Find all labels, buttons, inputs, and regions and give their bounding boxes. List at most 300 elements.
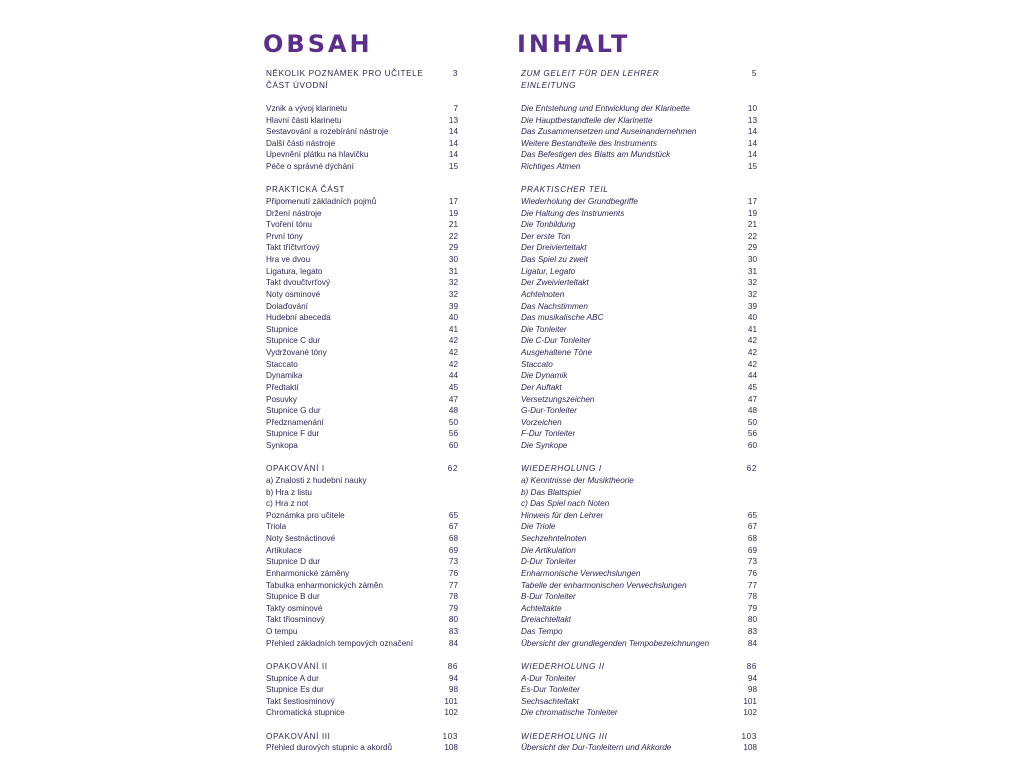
toc-entry xyxy=(521,335,757,347)
toc-entry-label: Noty šestnáctinové xyxy=(266,534,336,543)
toc-page-number: 22 xyxy=(448,231,458,241)
toc-entry-label: Takt šestiosminový xyxy=(266,696,335,706)
toc-section-heading xyxy=(521,80,757,92)
toc-section-heading xyxy=(266,80,458,92)
toc-entry xyxy=(521,638,757,650)
toc-entry xyxy=(521,242,757,254)
toc-entry xyxy=(266,126,458,138)
toc-page-number: 86 xyxy=(447,661,458,671)
toc-entry-label: c) Hra z not xyxy=(266,499,309,509)
toc-page-number: 42 xyxy=(747,359,757,369)
toc-entry-label: WIEDERHOLUNG II xyxy=(521,661,605,671)
toc-entry-label: Stupnice xyxy=(266,324,298,334)
toc-page-number: 14 xyxy=(747,150,757,160)
toc-entry-label: b) Das Blattspiel xyxy=(521,487,581,497)
toc-entry xyxy=(266,626,458,638)
toc-entry xyxy=(266,487,458,499)
toc-page-number: 15 xyxy=(448,162,458,171)
toc-entry-label: WIEDERHOLUNG I xyxy=(521,464,602,474)
toc-page-number: 7 xyxy=(453,103,458,113)
toc-entry-label: Přehled durových stupnic a akordů xyxy=(266,743,393,753)
toc-section-heading xyxy=(521,68,757,80)
toc-entry-label: Sechsachteltakt xyxy=(521,696,579,706)
toc-page-number: 67 xyxy=(747,522,757,532)
toc-entry-label: Achtelnoten xyxy=(521,289,565,299)
toc-entry xyxy=(521,219,757,231)
toc-entry-label: Stupnice B dur xyxy=(266,592,320,602)
toc-entry-label: Die Dynamik xyxy=(521,371,568,381)
toc-entry-label: Ligatura, legato xyxy=(266,266,323,276)
toc-entry xyxy=(266,208,458,220)
toc-entry xyxy=(266,684,458,696)
section-gap xyxy=(521,719,757,731)
toc-entry-label: Die Artikulation xyxy=(521,545,576,555)
toc-entry-label: Übersicht der grundlegenden Tempobezeichnungen xyxy=(521,638,710,648)
toc-entry-label: Staccato xyxy=(521,359,553,369)
toc-entry-label: Hra ve dvou xyxy=(266,255,311,264)
toc-entry-label: Hudební abeceda xyxy=(266,313,331,323)
toc-entry xyxy=(266,568,458,580)
toc-entry-label: OPAKOVÁNÍ I xyxy=(266,464,325,474)
toc-page-number: 48 xyxy=(747,406,757,416)
toc-entry xyxy=(521,149,757,161)
toc-entry xyxy=(521,289,757,301)
toc-entry xyxy=(521,208,757,220)
toc-page-number: 80 xyxy=(747,615,757,625)
toc-page-number: 14 xyxy=(448,127,458,137)
toc-page-number: 22 xyxy=(747,231,757,241)
toc-entry-label: Der Auftakt xyxy=(521,382,562,392)
toc-entry-label: ZUM GELEIT FÜR DEN LEHRER xyxy=(521,69,660,78)
toc-entry xyxy=(266,417,458,429)
toc-entry-label: PRAKTICKÁ ČÁST xyxy=(266,185,345,195)
toc-entry-label: Dreiachteltakt xyxy=(521,615,572,625)
toc-entry-label: Das Zusammensetzen und Auseinandernehmen xyxy=(521,127,697,137)
toc-page-number: 80 xyxy=(448,615,458,625)
toc-entry-label: Das musikalische ABC xyxy=(521,313,604,323)
toc-entry-label: Takt dvoučtvrťový xyxy=(266,278,331,288)
toc-section-heading xyxy=(521,463,757,475)
toc-page-number: 19 xyxy=(747,208,757,218)
toc-entry-label: První tóny xyxy=(266,231,303,241)
toc-entry xyxy=(521,138,757,150)
toc-entry xyxy=(521,742,757,754)
toc-entry xyxy=(266,614,458,626)
toc-page-number: 40 xyxy=(448,313,458,323)
toc-entry xyxy=(266,103,458,115)
toc-entry xyxy=(266,521,458,533)
toc-page-number: 44 xyxy=(747,371,757,381)
toc-entry-label: PRAKTISCHER TEIL xyxy=(521,185,609,195)
toc-page-number: 76 xyxy=(448,568,458,578)
toc-page-number: 79 xyxy=(747,603,757,613)
toc-page-number: 32 xyxy=(448,289,458,299)
toc-page-number: 39 xyxy=(448,301,458,311)
toc-entry xyxy=(521,277,757,289)
toc-page-number: 102 xyxy=(743,708,757,718)
toc-entry xyxy=(521,417,757,429)
toc-section-heading xyxy=(521,184,757,196)
toc-page-number: 78 xyxy=(747,592,757,602)
toc-entry-label: Das Spiel zu zweit xyxy=(521,255,588,264)
toc-page-number: 68 xyxy=(747,534,757,543)
toc-entry-label: Die chromatische Tonleiter xyxy=(521,708,618,718)
toc-section-heading xyxy=(266,661,458,673)
toc-entry-label: Die Tonleiter xyxy=(521,324,567,334)
toc-entry xyxy=(266,254,458,266)
toc-entry-label: B-Dur Tonleiter xyxy=(521,592,576,602)
toc-page-number: 19 xyxy=(448,208,458,218)
toc-page-number: 32 xyxy=(747,289,757,299)
toc-page-number: 42 xyxy=(448,348,458,357)
toc-entry-label: b) Hra z listu xyxy=(266,487,312,497)
toc-page-number: 31 xyxy=(448,266,458,276)
toc-entry-label: F-Dur Tonleiter xyxy=(521,429,576,439)
toc-entry xyxy=(266,138,458,150)
toc-entry xyxy=(521,475,757,487)
toc-page-number: 13 xyxy=(448,115,458,125)
toc-entry-label: Upevnění plátku na hlavičku xyxy=(266,150,369,160)
toc-entry xyxy=(521,521,757,533)
toc-entry xyxy=(521,312,757,324)
toc-entry xyxy=(521,370,757,382)
section-gap xyxy=(266,91,458,103)
toc-entry xyxy=(521,510,757,522)
toc-entry-label: Dynamika xyxy=(266,371,303,381)
section-gap xyxy=(266,173,458,185)
toc-entry xyxy=(266,405,458,417)
toc-page-number: 41 xyxy=(448,324,458,334)
toc-entry-label: Die Haltung des Instruments xyxy=(521,208,625,218)
toc-entry xyxy=(266,498,458,510)
toc-page-number: 69 xyxy=(448,545,458,555)
toc-entry xyxy=(266,289,458,301)
toc-entry xyxy=(266,149,458,161)
toc-entry-label: NĚKOLIK POZNÁMEK PRO UČITELE xyxy=(266,69,424,78)
toc-page-number: 65 xyxy=(747,510,757,520)
toc-page-number: 42 xyxy=(747,336,757,346)
toc-entry-label: Stupnice Es dur xyxy=(266,685,324,695)
toc-entry xyxy=(266,533,458,545)
toc-page-number: 10 xyxy=(747,103,757,113)
toc-entry xyxy=(266,277,458,289)
toc-entry-label: Tabelle der enharmonischen Verwechslungen xyxy=(521,580,687,590)
toc-entry-label: Předznamenání xyxy=(266,417,324,427)
toc-page-number: 45 xyxy=(448,382,458,392)
toc-page-number: 69 xyxy=(747,545,757,555)
toc-page-number: 14 xyxy=(448,138,458,148)
toc-page-number: 15 xyxy=(747,162,757,171)
toc-entry-label: Enharmonické záměny xyxy=(266,568,350,578)
toc-entry xyxy=(266,580,458,592)
toc-entry-label: Takty osminové xyxy=(266,603,323,613)
toc-entry xyxy=(521,440,757,452)
toc-entry xyxy=(521,161,757,173)
toc-page-number: 94 xyxy=(448,673,458,683)
toc-entry-label: ČÁST ÚVODNÍ xyxy=(266,80,329,90)
toc-entry-label: Übersicht der Dur-Tonleitern und Akkorde xyxy=(521,743,672,753)
toc-entry-label: Achteltakte xyxy=(521,603,562,613)
toc-entry xyxy=(266,161,458,173)
toc-entry xyxy=(521,580,757,592)
toc-page-number: 56 xyxy=(747,429,757,439)
toc-entry xyxy=(266,301,458,313)
toc-entry xyxy=(521,196,757,208)
toc-entry-label: Chromatická stupnice xyxy=(266,708,345,718)
toc-page-number: 108 xyxy=(743,743,757,753)
toc-page-number: 60 xyxy=(747,441,757,450)
toc-entry xyxy=(521,359,757,371)
toc-section-heading xyxy=(521,731,757,743)
toc-entry-label: Takt tříčtvrťový xyxy=(266,243,320,253)
toc-entry-label: Péče o správné dýchání xyxy=(266,162,354,171)
toc-entry xyxy=(266,638,458,650)
toc-page-number: 47 xyxy=(747,394,757,404)
toc-entry-label: G-Dur-Tonleiter xyxy=(521,406,577,416)
toc-entry-label: Noty osminové xyxy=(266,289,321,299)
toc-entry xyxy=(521,115,757,127)
toc-entry-label: Der erste Ton xyxy=(521,231,571,241)
toc-entry xyxy=(521,533,757,545)
toc-page-number: 108 xyxy=(444,743,458,753)
toc-entry-label: Wiederholung der Grundbegriffe xyxy=(521,196,638,206)
toc-entry-label: Sechzehntelnoten xyxy=(521,534,587,543)
toc-entry-label: Stupnice G dur xyxy=(266,406,321,416)
toc-page-number: 50 xyxy=(747,417,757,427)
toc-page-number: 13 xyxy=(747,115,757,125)
toc-entry-label: Vorzeichen xyxy=(521,417,562,427)
toc-entry xyxy=(521,673,757,685)
toc-entry-label: Dolaďování xyxy=(266,301,308,311)
toc-page-number: 42 xyxy=(448,359,458,369)
toc-entry xyxy=(521,568,757,580)
toc-entry-label: Přehled základních tempových označení xyxy=(266,638,414,648)
toc-entry-label: Versetzungszeichen xyxy=(521,394,595,404)
toc-entry xyxy=(266,196,458,208)
toc-page-number: 94 xyxy=(747,673,757,683)
toc-entry xyxy=(521,428,757,440)
toc-page-number: 29 xyxy=(747,243,757,253)
toc-entry xyxy=(266,324,458,336)
toc-entry xyxy=(266,242,458,254)
toc-page-number: 101 xyxy=(444,696,458,706)
toc-entry-label: Das Tempo xyxy=(521,627,563,636)
toc-entry xyxy=(266,335,458,347)
toc-entry-label: Enharmonische Verwechslungen xyxy=(521,568,641,578)
toc-page-number: 101 xyxy=(743,696,757,706)
toc-page-number: 73 xyxy=(747,557,757,567)
toc-entry-label: Stupnice F dur xyxy=(266,429,320,439)
toc-page-number: 77 xyxy=(448,580,458,590)
toc-page-number: 83 xyxy=(747,627,757,636)
toc-entry-label: Tabulka enharmonických záměn xyxy=(266,580,383,590)
toc-page-number: 76 xyxy=(747,568,757,578)
toc-entry xyxy=(521,405,757,417)
toc-page-number: 17 xyxy=(448,196,458,206)
toc-entry-label: Die Synkope xyxy=(521,441,568,450)
toc-entry-label: Weitere Bestandteile des Instruments xyxy=(521,138,657,148)
toc-page-number: 77 xyxy=(747,580,757,590)
toc-entry xyxy=(266,556,458,568)
toc-entry xyxy=(266,510,458,522)
toc-entry xyxy=(521,696,757,708)
section-gap xyxy=(521,173,757,185)
toc-page-number: 103 xyxy=(442,731,458,741)
toc-page-number: 62 xyxy=(447,464,458,474)
toc-entry xyxy=(521,487,757,499)
toc-entry-label: Sestavování a rozebírání nástroje xyxy=(266,127,389,137)
toc-page-number: 42 xyxy=(448,336,458,346)
toc-entry-label: Poznámka pro učitele xyxy=(266,510,345,520)
section-gap xyxy=(521,452,757,464)
toc-entry xyxy=(266,394,458,406)
toc-entry-label: a) Kenntnisse der Musiktheorie xyxy=(521,475,634,485)
toc-page-number: 32 xyxy=(448,278,458,288)
toc-page-number: 21 xyxy=(747,220,757,230)
toc-entry xyxy=(521,545,757,557)
toc-page-number: 84 xyxy=(448,638,458,648)
toc-entry xyxy=(521,382,757,394)
toc-page-number: 32 xyxy=(747,278,757,288)
toc-page-number: 102 xyxy=(444,708,458,718)
section-gap xyxy=(266,719,458,731)
toc-page-number: 98 xyxy=(448,685,458,695)
toc-entry-label: Držení nástroje xyxy=(266,208,322,218)
toc-entry-label: Tvoření tónu xyxy=(266,220,312,230)
toc-page-number: 65 xyxy=(448,510,458,520)
toc-page-number: 78 xyxy=(448,592,458,602)
toc-page-number: 73 xyxy=(448,557,458,567)
toc-entry-label: O tempu xyxy=(266,627,298,636)
section-gap xyxy=(266,452,458,464)
toc-entry-label: c) Das Spiel nach Noten xyxy=(521,499,610,509)
toc-entry xyxy=(266,428,458,440)
toc-entry-label: Artikulace xyxy=(266,545,302,555)
toc-entry-label: Vydržované tóny xyxy=(266,348,327,357)
toc-page-number: 62 xyxy=(746,464,757,474)
toc-entry xyxy=(266,382,458,394)
toc-page-number: 98 xyxy=(747,685,757,695)
toc-page-number: 83 xyxy=(448,627,458,636)
toc-page-number: 47 xyxy=(448,394,458,404)
toc-page-number: 17 xyxy=(747,196,757,206)
toc-entry-label: Připomenutí základních pojmů xyxy=(266,196,377,206)
toc-entry-label: Ausgehaltene Töne xyxy=(521,348,593,357)
toc-column-german xyxy=(521,68,757,754)
toc-page-number: 79 xyxy=(448,603,458,613)
toc-section-heading xyxy=(266,463,458,475)
toc-section-heading xyxy=(266,184,458,196)
toc-page-number: 14 xyxy=(747,127,757,137)
toc-entry xyxy=(521,324,757,336)
toc-entry-label: Stupnice D dur xyxy=(266,557,321,567)
toc-entry-label: Die C-Dur Tonleiter xyxy=(521,336,591,346)
toc-entry xyxy=(521,591,757,603)
toc-entry-label: Ligatur, Legato xyxy=(521,266,576,276)
toc-entry-label: OPAKOVÁNÍ III xyxy=(266,731,331,741)
toc-page-number: 103 xyxy=(741,731,757,741)
toc-entry-label: Takt třiosminový xyxy=(266,615,325,625)
toc-page-number: 30 xyxy=(747,255,757,264)
toc-page-number: 84 xyxy=(747,638,757,648)
toc-page-number: 67 xyxy=(448,522,458,532)
toc-page-number: 60 xyxy=(448,441,458,450)
toc-entry xyxy=(266,545,458,557)
toc-entry xyxy=(266,115,458,127)
toc-entry xyxy=(266,359,458,371)
toc-entry-label: Das Befestigen des Blatts am Mundstück xyxy=(521,150,671,160)
toc-entry-label: Der Dreivierteltakt xyxy=(521,243,587,253)
toc-entry xyxy=(266,347,458,359)
toc-entry xyxy=(266,370,458,382)
toc-entry-label: WIEDERHOLUNG III xyxy=(521,731,608,741)
toc-page-number: 68 xyxy=(448,534,458,543)
toc-page-number: 86 xyxy=(746,661,757,671)
toc-page-number: 44 xyxy=(448,371,458,381)
toc-entry xyxy=(266,475,458,487)
toc-entry xyxy=(521,707,757,719)
toc-entry xyxy=(521,498,757,510)
toc-page-number: 21 xyxy=(448,220,458,230)
section-gap xyxy=(266,649,458,661)
toc-page-number: 14 xyxy=(747,138,757,148)
toc-entry xyxy=(521,266,757,278)
toc-page-number: 42 xyxy=(747,348,757,357)
toc-entry-label: Das Nachstimmen xyxy=(521,301,588,311)
toc-entry xyxy=(521,603,757,615)
toc-page-number: 56 xyxy=(448,429,458,439)
toc-entry xyxy=(521,626,757,638)
toc-entry-label: A-Dur Tonleiter xyxy=(521,673,576,683)
toc-entry-label: Es-Dur Tonleiter xyxy=(521,685,580,695)
toc-entry-label: Richtiges Atmen xyxy=(521,162,581,171)
toc-section-heading xyxy=(266,731,458,743)
toc-entry-label: OPAKOVÁNÍ II xyxy=(266,661,328,671)
toc-entry xyxy=(521,103,757,115)
toc-entry xyxy=(266,603,458,615)
toc-entry-label: Staccato xyxy=(266,359,298,369)
toc-entry xyxy=(266,312,458,324)
toc-entry-label: EINLEITUNG xyxy=(521,80,577,90)
toc-page-number: 45 xyxy=(747,382,757,392)
toc-entry-label: Stupnice C dur xyxy=(266,336,321,346)
toc-entry xyxy=(521,301,757,313)
toc-entry xyxy=(521,394,757,406)
toc-entry xyxy=(521,254,757,266)
toc-page-number: 30 xyxy=(448,255,458,264)
toc-entry xyxy=(266,219,458,231)
toc-entry-label: Posuvky xyxy=(266,394,297,404)
toc-column-czech xyxy=(266,68,458,754)
toc-entry xyxy=(521,231,757,243)
toc-entry xyxy=(521,684,757,696)
toc-entry xyxy=(266,707,458,719)
toc-entry-label: Synkopa xyxy=(266,441,298,450)
toc-entry-label: Die Triole xyxy=(521,522,556,532)
toc-page-number: 5 xyxy=(751,69,757,78)
toc-page-number: 31 xyxy=(747,266,757,276)
section-gap xyxy=(521,91,757,103)
toc-page-number: 39 xyxy=(747,301,757,311)
toc-entry-label: Hinweis für den Lehrer xyxy=(521,510,604,520)
page-title-german: INHALT xyxy=(517,30,631,58)
page-title-czech: OBSAH xyxy=(263,30,373,58)
toc-entry-label: Předtaktí xyxy=(266,382,299,392)
toc-entry xyxy=(266,742,458,754)
toc-entry-label: Der Zweivierteltakt xyxy=(521,278,589,288)
toc-page-number: 3 xyxy=(452,69,458,78)
toc-entry-label: a) Znalosti z hudební nauky xyxy=(266,475,367,485)
